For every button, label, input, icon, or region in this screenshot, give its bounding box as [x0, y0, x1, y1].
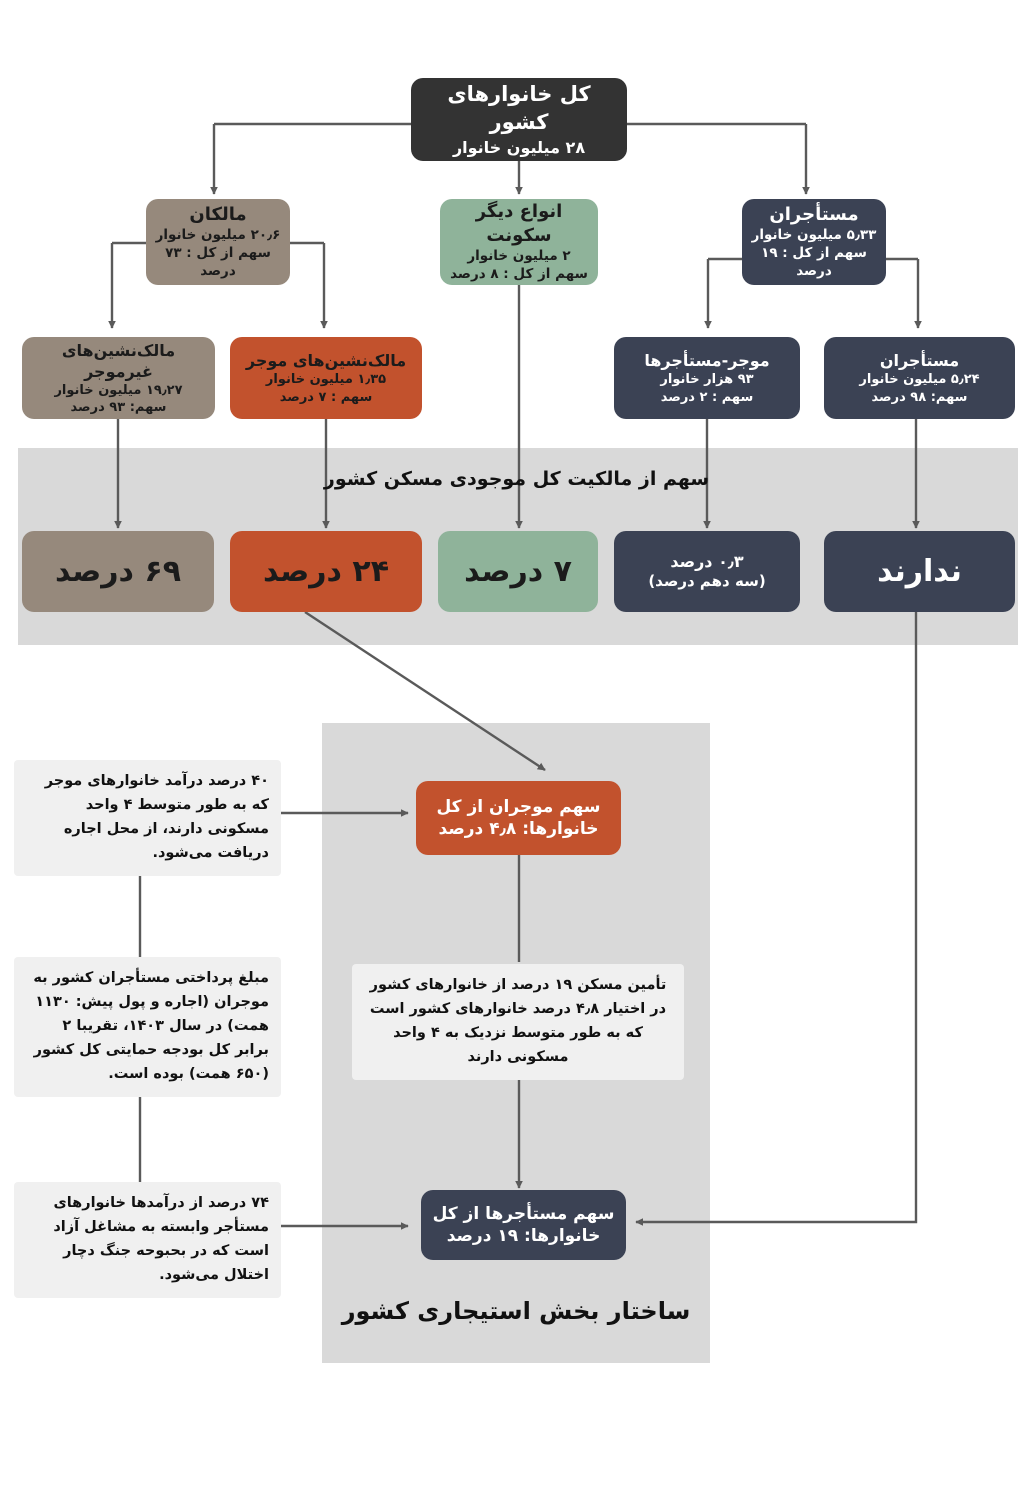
node-tenants-sub[interactable]: [824, 337, 1015, 419]
share-label: ۶۹ درصد: [54, 553, 182, 589]
node-owner-occupier-landlord[interactable]: [230, 337, 422, 419]
share-box-7[interactable]: [438, 531, 598, 612]
node-line2: ۹۳ هزار خانوار: [660, 372, 754, 388]
node-other-tenure[interactable]: [440, 199, 598, 285]
ownership-band-title: سهم از مالکیت کل موجودی مسکن کشور: [323, 468, 710, 490]
node-title: مستأجران: [769, 204, 859, 226]
note-rent-payments: مبلغ پرداختی مستأجران کشور به موجران (اجاره و پول پیش: ۱۱۳۰ همت) در سال ۱۴۰۳، تقریبا ۲ برابر کل بودجه حمایتی کل کشور (۶۵۰ همت) بوده است.: [14, 957, 281, 1097]
note-tenant-income: ۷۴ درصد از درآمدها خانوارهای مستأجر وابسته به مشاغل آزاد است که در بحبوحه جنگ دچار اختلال می‌شود.: [14, 1182, 281, 1298]
share-sublabel: (سه دهم درصد): [648, 572, 766, 591]
node-line3: سهم : ۷ درصد: [279, 389, 373, 405]
node-line3: سهم از کل : ۸ درصد: [450, 265, 588, 282]
share-label: ۰٫۳ درصد: [670, 552, 744, 572]
node-line2: ۲۰٫۶ میلیون خانوار: [155, 227, 281, 244]
node-line2: ۲ میلیون خانوار: [467, 247, 571, 264]
node-line1: سهم مستأجرها از کل: [432, 1203, 615, 1224]
share-box-0-3[interactable]: [614, 531, 800, 612]
node-line3: سهم از کل : ۷۳ درصد: [165, 244, 271, 279]
note-landlord-income: ۴۰ درصد درآمد خانوارهای موجر که به طور متوسط ۴ واحد مسکونی دارند، از محل اجاره دریافت می‌شود.: [14, 760, 281, 876]
share-box-none[interactable]: [824, 531, 1015, 612]
node-line3: سهم از کل : ۱۹ درصد: [761, 244, 867, 279]
node-owner-occupier-nonlandlord[interactable]: [22, 337, 215, 419]
node-line2: خانوارها: ۴٫۸ درصد: [438, 819, 599, 839]
node-line2: ۱٫۳۵ میلیون خانوار: [265, 372, 387, 388]
share-label: ۷ درصد: [464, 553, 572, 589]
node-total-households[interactable]: [411, 78, 627, 161]
node-line2: ۲۸ میلیون خانوار: [452, 137, 586, 157]
node-line2: ۵٫۲۴ میلیون خانوار: [859, 372, 980, 388]
node-title: موجر-مستأجرها: [644, 351, 770, 371]
node-tenant-share-of-households[interactable]: [421, 1190, 626, 1260]
node-line2: ۱۹٫۲۷ میلیون خانوار: [54, 382, 183, 398]
node-line3: سهم : ۲ درصد: [660, 389, 754, 405]
share-label: ندارند: [877, 553, 962, 589]
node-owners[interactable]: [146, 199, 290, 285]
node-title: مالک‌نشین‌های غیرموجر: [61, 340, 176, 381]
rental-structure-title: ساختار بخش استیجاری کشور: [341, 1297, 691, 1325]
node-title: انواع دیگر سکونت: [475, 201, 563, 247]
node-landlord-tenant[interactable]: [614, 337, 800, 419]
share-box-69[interactable]: [22, 531, 214, 612]
note-housing-supply-concentration: تأمین مسکن ۱۹ درصد از خانوارهای کشور در اختیار ۴٫۸ درصد خانوارهای کشور است که به طور متوسط نزدیک به ۴ واحد مسکونی دارند: [352, 964, 684, 1080]
node-title: مالکان: [189, 204, 247, 226]
node-line3: سهم: ۹۳ درصد: [70, 400, 167, 416]
share-label: ۲۴ درصد: [262, 553, 390, 589]
node-landlord-share-of-households[interactable]: [416, 781, 621, 855]
node-title: مستأجران: [879, 351, 960, 371]
node-title: کل خانوارهای کشور: [447, 82, 591, 134]
node-title: مالک‌نشین‌های موجر: [245, 351, 407, 371]
node-line2: ۵٫۳۳ میلیون خانوار: [751, 227, 877, 244]
node-line1: سهم موجران از کل: [436, 796, 601, 817]
node-tenants-top[interactable]: [742, 199, 886, 285]
share-box-24[interactable]: [230, 531, 422, 612]
node-line3: سهم: ۹۸ درصد: [871, 389, 968, 405]
node-line2: خانوارها: ۱۹ درصد: [446, 1226, 601, 1246]
